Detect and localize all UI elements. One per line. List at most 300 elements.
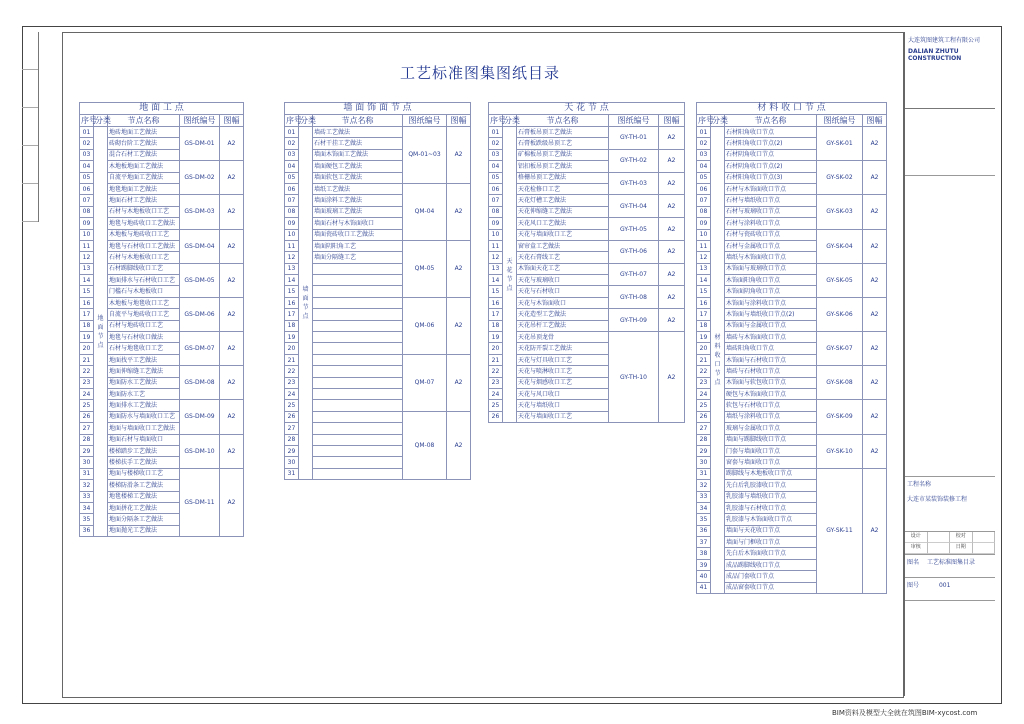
row-name: 硬包与木饰面收口节点 — [725, 388, 817, 399]
row-number: 05 — [80, 172, 94, 183]
row-number: 32 — [697, 480, 711, 491]
row-number: 11 — [80, 240, 94, 251]
row-name: 地面石材与墙面收口 — [108, 434, 180, 445]
row-code: QM-06 — [403, 297, 447, 354]
row-name — [313, 309, 403, 320]
row-name: 地面抛光工艺做法 — [108, 525, 180, 536]
row-number: 36 — [697, 525, 711, 536]
row-name: 石膏板吊顶工艺做法 — [517, 127, 609, 138]
row-number: 39 — [697, 559, 711, 570]
column-header-seq: 序号 — [490, 116, 506, 125]
table-row — [697, 127, 887, 138]
signature-cell — [928, 532, 951, 543]
row-name: 乳胶漆与石材收口节点 — [725, 502, 817, 513]
column-header-size: 图幅 — [220, 115, 244, 127]
row-name: 墙面涂料工艺做法 — [313, 195, 403, 206]
row-code: GY-SK-07 — [817, 332, 863, 366]
row-name: 地毯地面工艺做法 — [108, 183, 180, 194]
table-finish — [696, 102, 887, 594]
table-row — [285, 354, 471, 365]
signature-cell: 日期 — [950, 543, 973, 554]
column-header-row — [80, 115, 244, 127]
row-name: 石材干挂工艺做法 — [313, 138, 403, 149]
row-size: A2 — [447, 183, 471, 240]
row-code: GY-TH-03 — [609, 172, 659, 195]
row-code: GY-TH-09 — [609, 309, 659, 332]
row-code: GY-TH-08 — [609, 286, 659, 309]
row-number: 08 — [697, 206, 711, 217]
notes-box — [905, 109, 995, 176]
row-number: 15 — [80, 286, 94, 297]
table-row — [285, 240, 471, 251]
row-number: 07 — [489, 195, 503, 206]
row-name: 石材与木地板收口工艺 — [108, 206, 180, 217]
row-number: 31 — [80, 468, 94, 479]
row-name: 木饰面阴角收口节点 — [725, 286, 817, 297]
row-number: 17 — [285, 309, 299, 320]
column-header-code: 图纸编号 — [817, 115, 863, 127]
row-number: 12 — [285, 252, 299, 263]
row-size: A2 — [220, 263, 244, 297]
row-name: 木地板与地砖收口工艺 — [108, 229, 180, 240]
row-number: 15 — [285, 286, 299, 297]
row-number: 34 — [80, 502, 94, 513]
row-name: 地面伸缩缝工艺做法 — [108, 366, 180, 377]
row-name: 石材阴角收口节点 — [725, 149, 817, 160]
row-number: 16 — [285, 297, 299, 308]
row-size: A2 — [447, 297, 471, 354]
row-name: 天花与喷淋收口工艺 — [517, 366, 609, 377]
row-category: 天花节点 — [503, 127, 517, 423]
row-name: 楼梯踏步工艺做法 — [108, 445, 180, 456]
row-size: A2 — [659, 240, 685, 263]
row-size: A2 — [659, 332, 685, 423]
row-size: A2 — [659, 127, 685, 150]
company-sub: DALIAN ZHUTU CONSTRUCTION — [908, 48, 962, 62]
row-number: 18 — [697, 320, 711, 331]
row-name: 地面防水工艺做法 — [108, 377, 180, 388]
table-row — [489, 309, 685, 320]
company-logo — [905, 32, 995, 109]
row-number: 21 — [80, 354, 94, 365]
row-name: 墙砖与石材收口节点 — [725, 366, 817, 377]
row-size: A2 — [659, 172, 685, 195]
row-number: 02 — [80, 138, 94, 149]
row-name: 窗套与墙面收口节点 — [725, 457, 817, 468]
drawing-number: 001 — [938, 582, 951, 589]
drawing-name-box — [905, 555, 995, 578]
row-name: 地面防水工艺 — [108, 388, 180, 399]
blank-box — [905, 176, 995, 477]
column-header-cat: 分类 — [300, 116, 316, 125]
column-header-name: 节点名称 — [108, 115, 180, 127]
row-number: 20 — [489, 343, 503, 354]
row-size: A2 — [220, 468, 244, 536]
left-strip — [22, 32, 39, 222]
row-number: 29 — [285, 445, 299, 456]
row-name — [313, 366, 403, 377]
row-name: 墙面石材与木饰面收口 — [313, 218, 403, 229]
company-name: 大连筑图建筑工程有限公司 — [908, 37, 981, 44]
row-code: GY-SK-05 — [817, 263, 863, 297]
row-number: 40 — [697, 571, 711, 582]
section-header-row — [489, 103, 685, 115]
row-number: 24 — [285, 388, 299, 399]
row-number: 34 — [697, 502, 711, 513]
row-name: 地面与墙面收口工艺做法 — [108, 423, 180, 434]
row-name: 地面拼花工艺做法 — [108, 502, 180, 513]
row-name: 墙面玻璃工艺做法 — [313, 206, 403, 217]
row-code: GS-DM-11 — [180, 468, 220, 536]
row-size: A2 — [863, 434, 887, 468]
column-header-name: 节点名称 — [517, 115, 609, 127]
row-name — [313, 275, 403, 286]
row-name: 墙面与门框收口节点 — [725, 537, 817, 548]
row-number: 18 — [285, 320, 299, 331]
row-category: 材料收口节点 — [711, 127, 725, 594]
row-name: 墙面阴阳角工艺 — [313, 240, 403, 251]
row-number: 16 — [80, 297, 94, 308]
row-name: 砖砌台阶工艺做法 — [108, 138, 180, 149]
row-name: 天花与石材收口 — [517, 286, 609, 297]
row-number: 07 — [80, 195, 94, 206]
row-name: 天花与墙面收口工艺 — [517, 411, 609, 422]
row-name: 石材踢脚线收口工艺 — [108, 263, 180, 274]
row-number: 24 — [80, 388, 94, 399]
row-name — [313, 286, 403, 297]
page-title: 工艺标准图集图纸目录 — [400, 64, 561, 82]
table-floor — [79, 102, 244, 537]
row-number: 13 — [697, 263, 711, 274]
row-name: 石材与地毯收口工艺 — [108, 343, 180, 354]
row-number: 04 — [489, 161, 503, 172]
number-label: 图号 — [907, 582, 920, 589]
row-size: A2 — [863, 332, 887, 366]
row-size: A2 — [447, 240, 471, 297]
row-code: GS-DM-06 — [180, 297, 220, 331]
row-name: 木饰面与金属收口节点 — [725, 320, 817, 331]
row-size: A2 — [863, 161, 887, 195]
row-name: 墙纸与涂料收口节点 — [725, 411, 817, 422]
row-number: 03 — [489, 149, 503, 160]
row-code: GY-SK-04 — [817, 229, 863, 263]
row-number: 30 — [80, 457, 94, 468]
row-code: GY-SK-02 — [817, 161, 863, 195]
row-name: 自流平与地砖收口工艺 — [108, 309, 180, 320]
row-size: A2 — [863, 366, 887, 400]
row-name — [313, 400, 403, 411]
row-size: A2 — [220, 366, 244, 400]
row-code: GY-SK-09 — [817, 400, 863, 434]
table-row — [489, 218, 685, 229]
row-name: 天花与墙面收口工艺 — [517, 229, 609, 240]
row-name: 天花防开裂工艺做法 — [517, 343, 609, 354]
section-header: 地 面 工 点 — [80, 103, 244, 115]
row-size: A2 — [659, 218, 685, 241]
table-row — [489, 149, 685, 160]
row-code: GS-DM-02 — [180, 161, 220, 195]
row-code: GY-SK-03 — [817, 195, 863, 229]
table-ceiling — [488, 102, 685, 423]
row-size: A2 — [220, 297, 244, 331]
row-name: 成品踢脚线收口节点 — [725, 559, 817, 570]
row-name: 矿棉板吊顶工艺做法 — [517, 149, 609, 160]
row-number: 13 — [489, 263, 503, 274]
row-number: 24 — [697, 388, 711, 399]
row-name — [313, 343, 403, 354]
row-number: 19 — [489, 332, 503, 343]
row-number: 12 — [697, 252, 711, 263]
row-number: 17 — [489, 309, 503, 320]
row-name: 木饰面阳角收口节点 — [725, 275, 817, 286]
title-block — [904, 32, 995, 696]
row-name: 墙面与天花收口节点 — [725, 525, 817, 536]
signature-cell — [973, 543, 996, 554]
row-number: 10 — [285, 229, 299, 240]
row-name: 天花石膏线工艺 — [517, 252, 609, 263]
row-name: 木饰面与墙纸收口节点(2) — [725, 309, 817, 320]
row-number: 24 — [489, 388, 503, 399]
table-row — [489, 332, 685, 343]
row-number: 28 — [80, 434, 94, 445]
row-name: 天花风口工艺做法 — [517, 218, 609, 229]
row-name: 木地板地面工艺做法 — [108, 161, 180, 172]
table-row — [489, 127, 685, 138]
row-code: QM-05 — [403, 240, 447, 297]
row-size: A2 — [220, 195, 244, 229]
row-name: 格栅吊顶工艺做法 — [517, 172, 609, 183]
column-header-code: 图纸编号 — [180, 115, 220, 127]
row-name: 天花与木饰面收口 — [517, 297, 609, 308]
row-number: 12 — [80, 252, 94, 263]
row-name: 门槛石与木地板收口 — [108, 286, 180, 297]
row-name — [313, 377, 403, 388]
row-number: 14 — [80, 275, 94, 286]
row-number: 04 — [80, 161, 94, 172]
row-code: QM-07 — [403, 354, 447, 411]
row-name: 先白后木饰面收口节点 — [725, 548, 817, 559]
row-name: 地毯楼梯工艺做法 — [108, 491, 180, 502]
table-row — [489, 240, 685, 251]
row-size: A2 — [659, 263, 685, 286]
row-code: GS-DM-01 — [180, 127, 220, 161]
row-code: GY-TH-06 — [609, 240, 659, 263]
row-number: 26 — [285, 411, 299, 422]
row-name: 地毯与石材收口做法 — [108, 332, 180, 343]
drawing-label: 图名 — [907, 559, 920, 566]
row-code: GY-TH-02 — [609, 149, 659, 172]
row-size: A2 — [447, 354, 471, 411]
project-label: 工程名称 — [907, 481, 932, 488]
column-header-name: 节点名称 — [725, 115, 817, 127]
row-name: 地面分隔条工艺做法 — [108, 514, 180, 525]
row-name: 地毯与石材收口工艺做法 — [108, 240, 180, 251]
drawing-name: 工艺标准图集目录 — [926, 559, 975, 566]
row-number: 30 — [285, 457, 299, 468]
row-number: 06 — [489, 183, 503, 194]
row-number: 20 — [285, 343, 299, 354]
row-size: A2 — [863, 297, 887, 331]
row-number: 10 — [489, 229, 503, 240]
row-number: 05 — [697, 172, 711, 183]
row-name: 墙面与踢脚线收口节点 — [725, 434, 817, 445]
row-size: A2 — [863, 468, 887, 593]
row-name: 软包与石材收口节点 — [725, 400, 817, 411]
row-number: 10 — [697, 229, 711, 240]
row-name: 天花与墙纸收口 — [517, 400, 609, 411]
row-number: 25 — [697, 400, 711, 411]
table-row — [697, 366, 887, 377]
row-number: 36 — [80, 525, 94, 536]
row-code: GS-DM-05 — [180, 263, 220, 297]
row-number: 02 — [697, 138, 711, 149]
row-name: 乳胶漆与木饰面收口节点 — [725, 514, 817, 525]
row-number: 23 — [489, 377, 503, 388]
row-code: GY-TH-07 — [609, 263, 659, 286]
row-name: 石材阳角收口节点(3) — [725, 172, 817, 183]
row-number: 33 — [697, 491, 711, 502]
column-header-code: 图纸编号 — [403, 115, 447, 127]
table-row — [697, 297, 887, 308]
row-category: 地面节点 — [94, 127, 108, 537]
row-code: GS-DM-10 — [180, 434, 220, 468]
section-header-row — [80, 103, 244, 115]
column-header-size: 图幅 — [447, 115, 471, 127]
column-header-seq: 序号 — [286, 116, 302, 125]
row-number: 27 — [80, 423, 94, 434]
column-header-row — [285, 115, 471, 127]
row-number: 05 — [285, 172, 299, 183]
column-header-cat: 分类 — [504, 116, 520, 125]
row-number: 12 — [489, 252, 503, 263]
row-number: 29 — [697, 445, 711, 456]
table-row — [697, 434, 887, 445]
row-name: 楼梯防滑条工艺做法 — [108, 480, 180, 491]
table-row — [285, 411, 471, 422]
row-code: GS-DM-08 — [180, 366, 220, 400]
row-number: 06 — [80, 183, 94, 194]
section-header-row — [697, 103, 887, 115]
row-number: 30 — [697, 457, 711, 468]
column-header-seq: 序号 — [81, 116, 97, 125]
row-number: 31 — [285, 468, 299, 479]
row-name: 石材与金属收口节点 — [725, 240, 817, 251]
row-number: 28 — [285, 434, 299, 445]
table-row — [697, 468, 887, 479]
column-header-cat: 分类 — [95, 116, 111, 125]
row-number: 13 — [285, 263, 299, 274]
row-code: GY-TH-10 — [609, 332, 659, 423]
row-name: 墙面分隔缝工艺 — [313, 252, 403, 263]
row-code: QM-01~03 — [403, 127, 447, 184]
table-row — [697, 195, 887, 206]
row-number: 17 — [697, 309, 711, 320]
signature-cell: 审核 — [905, 543, 928, 554]
table-row — [697, 332, 887, 343]
row-name: 石材与木地板收口工艺 — [108, 252, 180, 263]
column-header-row — [697, 115, 887, 127]
row-code: GS-DM-09 — [180, 400, 220, 434]
row-size: A2 — [659, 309, 685, 332]
row-number: 16 — [489, 297, 503, 308]
row-name: 石材阴角收口节点(2) — [725, 161, 817, 172]
table-row — [489, 172, 685, 183]
row-code: GS-DM-07 — [180, 332, 220, 366]
row-number: 38 — [697, 548, 711, 559]
row-name: 墙砖工艺做法 — [313, 127, 403, 138]
row-name: 玻璃与金属收口节点 — [725, 423, 817, 434]
row-size: A2 — [220, 161, 244, 195]
row-number: 22 — [697, 366, 711, 377]
row-name: 木饰面与软包收口节点 — [725, 377, 817, 388]
row-number: 19 — [285, 332, 299, 343]
row-name: 天花吊顶龙骨 — [517, 332, 609, 343]
row-name: 窗帘盒工艺做法 — [517, 240, 609, 251]
row-size: A2 — [863, 229, 887, 263]
project-name: 大连市某装饰装修工程 — [907, 496, 968, 503]
row-name: 墙面木饰面工艺做法 — [313, 149, 403, 160]
row-number: 09 — [489, 218, 503, 229]
row-number: 06 — [285, 183, 299, 194]
row-name: 木饰面与涂料收口节点 — [725, 297, 817, 308]
row-name: 墙面软包工艺做法 — [313, 172, 403, 183]
row-number: 27 — [285, 423, 299, 434]
row-name: 地面排水工艺做法 — [108, 400, 180, 411]
row-name: 墙纸与木饰面收口节点 — [725, 252, 817, 263]
row-name: 墙面硬包工艺做法 — [313, 161, 403, 172]
row-number: 14 — [285, 275, 299, 286]
row-number: 11 — [697, 240, 711, 251]
row-number: 22 — [489, 366, 503, 377]
row-number: 18 — [489, 320, 503, 331]
row-name — [313, 423, 403, 434]
row-name: 天花伸缩缝工艺做法 — [517, 206, 609, 217]
signature-cell — [973, 532, 996, 543]
signature-cell — [928, 543, 951, 554]
row-number: 32 — [80, 480, 94, 491]
section-header-row — [285, 103, 471, 115]
row-name: 天花检修口工艺 — [517, 183, 609, 194]
row-number: 02 — [489, 138, 503, 149]
signature-cell: 校对 — [950, 532, 973, 543]
row-name: 石材与涂料收口节点 — [725, 218, 817, 229]
row-number: 27 — [697, 423, 711, 434]
row-size: A2 — [220, 332, 244, 366]
row-number: 07 — [697, 195, 711, 206]
row-number: 11 — [285, 240, 299, 251]
drawing-number-box — [905, 578, 995, 601]
row-size: A2 — [220, 400, 244, 434]
row-size: A2 — [863, 127, 887, 161]
row-number: 04 — [697, 161, 711, 172]
row-number: 02 — [285, 138, 299, 149]
row-number: 01 — [489, 127, 503, 138]
row-size: A2 — [863, 263, 887, 297]
row-code: QM-04 — [403, 183, 447, 240]
row-name: 木地板与地毯收口工艺 — [108, 297, 180, 308]
row-number: 35 — [80, 514, 94, 525]
column-header-size: 图幅 — [863, 115, 887, 127]
row-name: 踢脚线与木地板收口节点 — [725, 468, 817, 479]
row-number: 07 — [285, 195, 299, 206]
row-size: A2 — [659, 195, 685, 218]
row-number: 14 — [489, 275, 503, 286]
table-row — [697, 229, 887, 240]
row-number: 13 — [80, 263, 94, 274]
row-number: 10 — [80, 229, 94, 240]
row-name — [313, 320, 403, 331]
row-name — [313, 388, 403, 399]
